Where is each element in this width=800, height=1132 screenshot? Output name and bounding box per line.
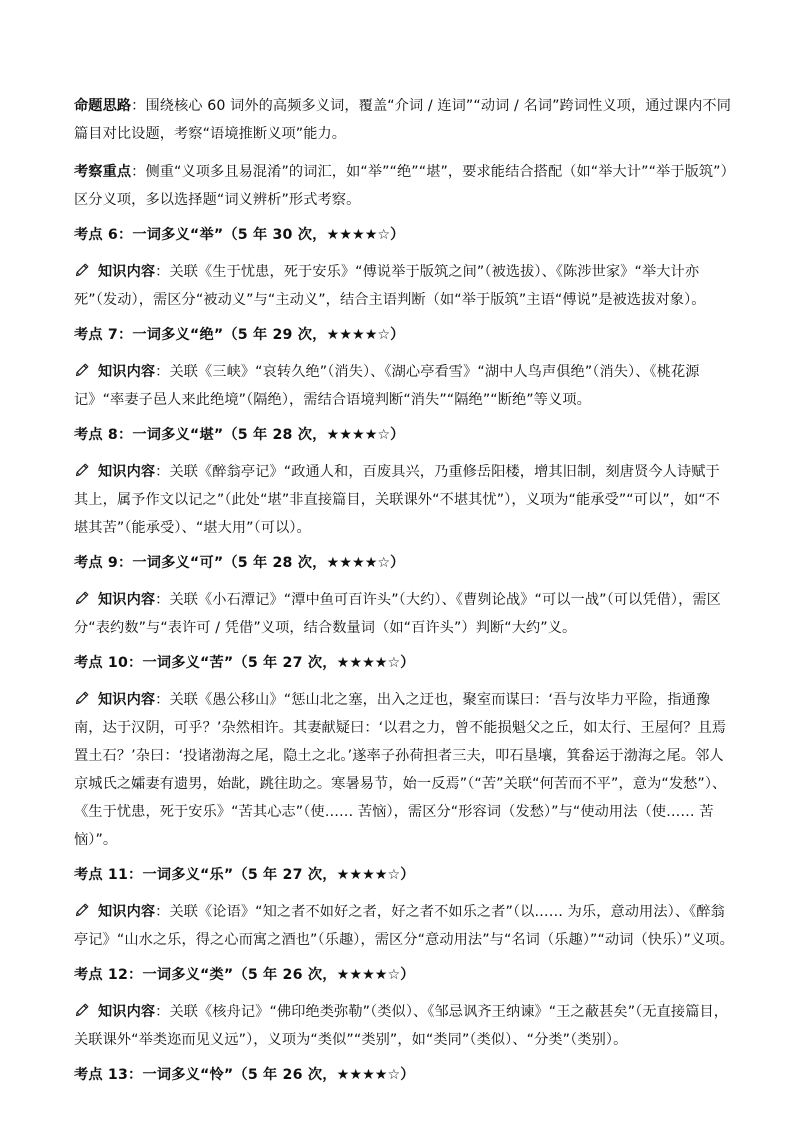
idea-paragraph	[74, 92, 734, 148]
content-text: ：关联《生于忧患，死于安乐》“傅说举于版筑之间”（被选拔）、《陈涉世家》“举大计亦死”（发动），需区分“被动义”与“主动义”，结合主语判断（如“举于版筑”主语“傅说”是被选拔对象）。	[74, 264, 706, 308]
pencil-icon	[74, 900, 90, 916]
content-label: 知识内容	[98, 264, 156, 280]
heading-text: 考点 11：一词多义“乐”（5 年 27 次，	[74, 867, 337, 883]
knowledge-point-heading	[74, 224, 734, 246]
knowledge-content	[74, 898, 734, 954]
knowledge-point-heading	[74, 424, 734, 446]
focus-paragraph	[74, 158, 734, 214]
heading-tail: ）	[390, 227, 405, 243]
knowledge-content	[74, 258, 734, 314]
content-text: ：关联《愚公移山》“惩山北之塞，出入之迂也，聚室而谋曰：‘吾与汝毕力平险，指通豫南，达于汉阴，可乎？’杂然相许。其妻献疑曰：‘以君之力，曾不能损魁父之丘，如太行、王屋何？且焉置土石？’杂曰：‘投诸渤海之尾，隐土之北。’遂率子孙荷担者三夫，叩石垦壤，箕畚运于渤海之尾。邻人京城氏之孀妻有遗男，始龀，跳往助之。寒暑易节，始一反焉”（“苦”关联“何苦而不平”，意为“发愁”）、《生于忧患，死于安乐》“苦其心志”（使…… 苦恼），需区分“形容词（发愁）”与“使动用法（使…… 苦恼）”。	[74, 692, 727, 848]
knowledge-content	[74, 586, 734, 642]
knowledge-content	[74, 686, 734, 854]
focus-label: 考察重点	[74, 164, 132, 180]
heading-tail: ）	[400, 1067, 415, 1083]
heading-tail: ）	[390, 555, 405, 571]
knowledge-points-list	[74, 224, 734, 1086]
heading-tail: ）	[390, 427, 405, 443]
knowledge-point-heading	[74, 552, 734, 574]
star-rating: ★★★★☆	[336, 1067, 401, 1083]
knowledge-point-heading	[74, 864, 734, 886]
knowledge-point-heading	[74, 652, 734, 674]
heading-tail: ）	[400, 967, 415, 983]
pencil-icon	[74, 360, 90, 376]
star-rating: ★★★★☆	[336, 967, 401, 983]
knowledge-point-heading	[74, 964, 734, 986]
idea-text: ：围绕核心 60 词外的高频多义词，覆盖“介词 / 连词”“动词 / 名词”跨词性义项，通过课内不同篇目对比设题，考察“语境推断义项”能力。	[74, 98, 731, 142]
heading-tail: ）	[400, 655, 415, 671]
knowledge-point-heading	[74, 324, 734, 346]
knowledge-content	[74, 998, 734, 1054]
content-label: 知识内容	[98, 364, 156, 380]
content-label: 知识内容	[98, 1004, 156, 1020]
heading-text: 考点 12：一词多义“类”（5 年 26 次，	[74, 967, 337, 983]
focus-text: ：侧重“义项多且易混淆”的词汇，如“举”“绝”“堪”，要求能结合搭配（如“举大计”“举于版筑”）区分义项，多以选择题“词义辨析”形式考察。	[74, 164, 728, 208]
content-text: ：关联《三峡》“哀转久绝”（消失）、《湖心亭看雪》“湖中人鸟声俱绝”（消失）、《桃花源记》“率妻子邑人来此绝境”（隔绝），需结合语境判断“消失”“隔绝”“断绝”等义项。	[74, 364, 700, 408]
star-rating: ★★★★☆	[326, 555, 391, 571]
content-label: 知识内容	[98, 904, 156, 920]
star-rating: ★★★★☆	[326, 227, 391, 243]
star-rating: ★★★★☆	[326, 427, 391, 443]
knowledge-content	[74, 458, 734, 542]
pencil-icon	[74, 1000, 90, 1016]
heading-text: 考点 6：一词多义“举”（5 年 30 次，	[74, 227, 327, 243]
pencil-icon	[74, 688, 90, 704]
heading-text: 考点 9：一词多义“可”（5 年 28 次，	[74, 555, 327, 571]
heading-tail: ）	[400, 867, 415, 883]
content-text: ：关联《醉翁亭记》“政通人和，百废具兴，乃重修岳阳楼，增其旧制，刻唐贤今人诗赋于其上，属予作文以记之”（此处“堪”非直接篇目，关联课外“不堪其忧”），义项为“能承受”“可以”，如“不堪其苦”（能承受）、“堪大用”（可以）。	[74, 464, 721, 536]
knowledge-content	[74, 358, 734, 414]
pencil-icon	[74, 460, 90, 476]
heading-text: 考点 13：一词多义“怜”（5 年 26 次，	[74, 1067, 337, 1083]
idea-label: 命题思路	[74, 98, 132, 114]
content-label: 知识内容	[98, 692, 156, 708]
star-rating: ★★★★☆	[336, 867, 401, 883]
heading-text: 考点 8：一词多义“堪”（5 年 28 次，	[74, 427, 327, 443]
star-rating: ★★★★☆	[326, 327, 391, 343]
pencil-icon	[74, 260, 90, 276]
pencil-icon	[74, 588, 90, 604]
content-text: ：关联《核舟记》“佛印绝类弥勒”（类似）、《邹忌讽齐王纳谏》“王之蔽甚矣”（无直接篇目，关联课外“举类迩而见义远”），义项为“类似”“类别”，如“类同”（类似）、“分类”（类别）。	[74, 1004, 729, 1048]
heading-tail: ）	[390, 327, 405, 343]
knowledge-point-heading	[74, 1064, 734, 1086]
heading-text: 考点 10：一词多义“苦”（5 年 27 次，	[74, 655, 337, 671]
content-text: ：关联《小石潭记》“潭中鱼可百许头”（大约）、《曹刿论战》“可以一战”（可以凭借），需区分“表约数”与“表许可 / 凭借”义项，结合数量词（如“百许头”）判断“大约”义。	[74, 592, 721, 636]
document-page	[74, 92, 734, 1098]
content-label: 知识内容	[98, 592, 156, 608]
star-rating: ★★★★☆	[336, 655, 401, 671]
content-label: 知识内容	[98, 464, 156, 480]
content-text: ：关联《论语》“知之者不如好之者，好之者不如乐之者”（以…… 为乐，意动用法）、《醉翁亭记》“山水之乐，得之心而寓之酒也”（乐趣），需区分“意动用法”与“名词（乐趣）”“动词（快乐）”义项。	[74, 904, 734, 948]
heading-text: 考点 7：一词多义“绝”（5 年 29 次，	[74, 327, 327, 343]
